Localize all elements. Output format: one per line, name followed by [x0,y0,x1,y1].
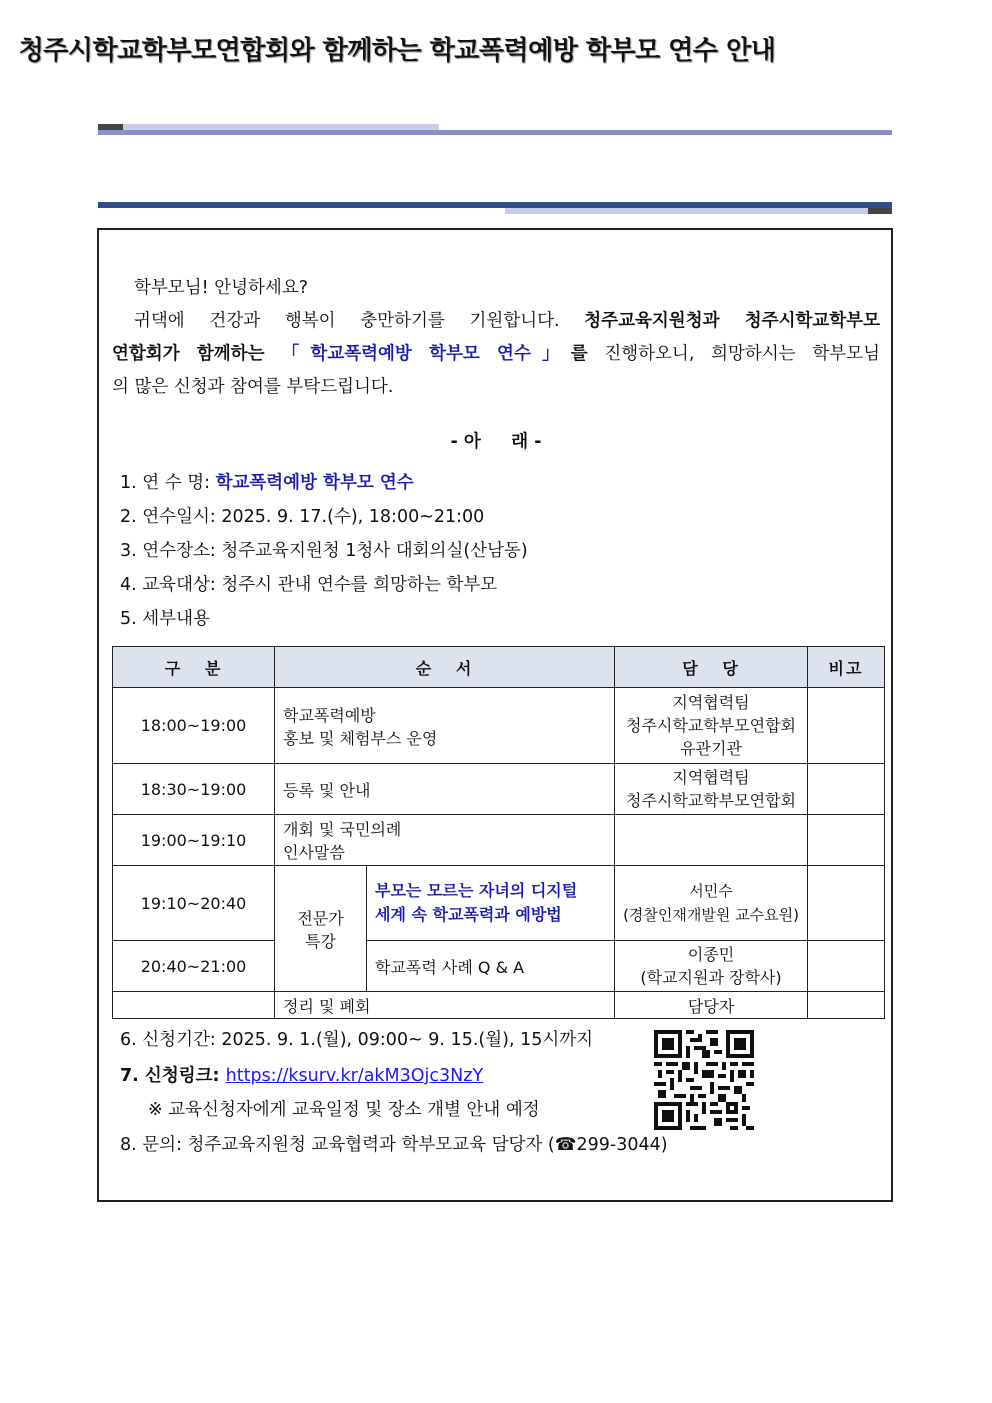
time-cell: 18:30~19:00 [113,764,275,815]
schedule-table [112,646,885,1019]
table-row [113,992,885,1019]
apply-period: 6. 신청기간: 2025. 9. 1.(월), 09:00~ 9. 15.(월), 15시까지 [120,1030,594,1050]
owner-cell: 서민수 (경찰인재개발원 교수요원) [615,866,808,941]
table-row [113,815,885,866]
intro-line-2: 귀댁에 건강과 행복이 충만하기를 기원합니다. 청주교육지원청과 청주시학교학부모 [134,311,880,331]
order-cell: 등록 및 안내 [275,764,615,815]
table-row [113,688,885,764]
time-cell: 20:40~21:00 [113,941,275,992]
bottom-light-band [505,208,868,214]
col-header-note: 비고 [808,647,885,688]
owner-cell: 지역협력팀 청주시학교학부모연합회 [615,764,808,815]
note-cell [808,992,885,1019]
intro-line-3: 연합회가 함께하는 「학교폭력예방 학부모 연수」를 진행하오니, 희망하시는 학부모님 [112,344,880,364]
notice-heading: - 아 래 - [450,432,542,452]
owner-cell: 담당자 [615,992,808,1019]
table-row [113,764,885,815]
contact-info: 8. 문의: 청주교육지원청 교육협력과 학부모교육 담당자 (☎299-3044) [120,1135,668,1155]
apply-link[interactable]: https://ksurv.kr/akM3Ojc3NzY [225,1066,484,1086]
order-cell: 학교폭력예방 홍보 및 체험부스 운영 [275,688,615,764]
time-cell [113,992,275,1019]
note-cell [808,941,885,992]
owner-cell: 이종민 (학교지원과 장학사) [615,941,808,992]
note-cell [808,764,885,815]
detail-item-4: 4. 교육대상: 청주시 관내 연수를 희망하는 학부모 [120,575,498,595]
order-cell: 부모는 모르는 자녀의 디지털 세계 속 학교폭력과 예방법 [367,866,615,941]
time-cell: 18:00~19:00 [113,688,275,764]
details-list [120,466,528,636]
apply-note: ※ 교육신청자에게 교육일정 및 장소 개별 안내 예정 [148,1100,540,1120]
table-row [113,941,885,992]
apply-link-line: 7. 신청링크: https://ksurv.kr/akM3Ojc3NzY [120,1066,484,1086]
note-cell [808,688,885,764]
detail-item-5: 5. 세부내용 [120,609,210,629]
detail-item-2: 2. 연수일시: 2025. 9. 17.(수), 18:00~21:00 [120,507,485,527]
col-header-owner: 담 당 [615,647,808,688]
time-cell: 19:00~19:10 [113,815,275,866]
order-cell: 학교폭력 사례 Q & A [367,941,615,992]
col-header-order: 순 서 [275,647,615,688]
qr-code-icon[interactable] [654,1030,754,1130]
detail-item-1: 1. 연 수 명: 학교폭력예방 학부모 연수 [120,473,414,493]
top-band [98,130,892,135]
table-row [113,866,885,941]
bottom-right-accent [868,208,892,214]
order-cell: 정리 및 폐회 [275,992,615,1019]
owner-cell [615,815,808,866]
note-cell [808,866,885,941]
detail-item-3: 3. 연수장소: 청주교육지원청 1청사 대회의실(산남동) [120,541,528,561]
owner-cell: 지역협력팀 청주시학교학부모연합회 유관기관 [615,688,808,764]
group-cell: 전문가 특강 [275,866,367,992]
order-cell: 개회 및 국민의례 인사말씀 [275,815,615,866]
time-cell: 19:10~20:40 [113,866,275,941]
greeting: 학부모님! 안녕하세요? [134,278,309,298]
page-title: 청주시학교학부모연합회와 함께하는 학교폭력예방 학부모 연수 안내 [18,36,776,66]
col-header-time: 구 분 [113,647,275,688]
table-header-row [113,647,885,688]
intro-line-4: 의 많은 신청과 참여를 부탁드립니다. [112,377,394,397]
note-cell [808,815,885,866]
intro-paragraph [112,272,880,404]
